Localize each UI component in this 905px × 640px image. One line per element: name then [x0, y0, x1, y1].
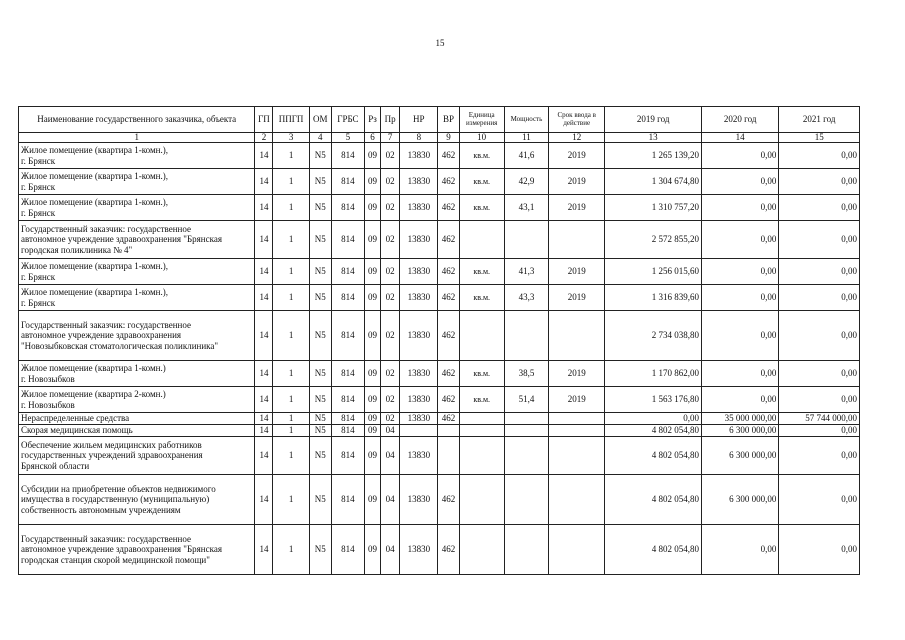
cell-y2020: 35 000 000,00 [701, 413, 778, 425]
cell-om: N5 [309, 221, 331, 259]
column-number: 10 [459, 133, 504, 143]
header-gp: ГП [255, 107, 273, 133]
cell-unit: кв.м. [459, 387, 504, 413]
cell-unit [459, 475, 504, 525]
cell-grbs: 814 [331, 221, 364, 259]
cell-gp: 14 [255, 475, 273, 525]
cell-vr: 462 [438, 285, 459, 311]
cell-om: N5 [309, 361, 331, 387]
cell-name: Субсидии на приобретение объектов недвижимого имущества в государственную (муниципальную) собственность автономным учреждениям [19, 475, 255, 525]
cell-y2021: 0,00 [779, 525, 860, 575]
table-row [19, 387, 860, 413]
cell-name: Жилое помещение (квартира 1-комн.), г. Брянск [19, 285, 255, 311]
cell-om: N5 [309, 413, 331, 425]
cell-pr: 02 [381, 413, 400, 425]
cell-term: 2019 [549, 169, 605, 195]
cell-y2019: 0,00 [605, 413, 702, 425]
cell-y2019: 4 802 054,80 [605, 475, 702, 525]
cell-pr: 02 [381, 285, 400, 311]
cell-term [549, 221, 605, 259]
cell-name: Нераспределенные средства [19, 413, 255, 425]
cell-ppgp: 1 [273, 311, 309, 361]
cell-vr [438, 425, 459, 437]
cell-nr: 13830 [400, 413, 438, 425]
cell-y2020: 0,00 [701, 195, 778, 221]
cell-gp: 14 [255, 311, 273, 361]
cell-y2021: 0,00 [779, 475, 860, 525]
cell-grbs: 814 [331, 387, 364, 413]
header-power: Мощность [504, 107, 548, 133]
cell-nr: 13830 [400, 525, 438, 575]
cell-vr: 462 [438, 143, 459, 169]
cell-vr: 462 [438, 311, 459, 361]
cell-vr: 462 [438, 387, 459, 413]
cell-y2020: 0,00 [701, 311, 778, 361]
cell-pr: 04 [381, 525, 400, 575]
cell-om: N5 [309, 143, 331, 169]
cell-y2021: 0,00 [779, 311, 860, 361]
cell-ppgp: 1 [273, 425, 309, 437]
cell-unit: кв.м. [459, 143, 504, 169]
cell-y2020: 0,00 [701, 285, 778, 311]
cell-gp: 14 [255, 169, 273, 195]
cell-unit [459, 221, 504, 259]
header-om: ОМ [309, 107, 331, 133]
column-number: 9 [438, 133, 459, 143]
table-row [19, 285, 860, 311]
cell-nr [400, 425, 438, 437]
cell-nr: 13830 [400, 259, 438, 285]
cell-rz: 09 [365, 221, 381, 259]
table-row [19, 437, 860, 475]
cell-gp: 14 [255, 259, 273, 285]
cell-name: Жилое помещение (квартира 1-комн.), г. Брянск [19, 143, 255, 169]
cell-pr: 02 [381, 143, 400, 169]
column-number: 6 [365, 133, 381, 143]
cell-term [549, 425, 605, 437]
cell-y2019: 4 802 054,80 [605, 525, 702, 575]
cell-gp: 14 [255, 387, 273, 413]
header-vr: ВР [438, 107, 459, 133]
column-number: 12 [549, 133, 605, 143]
cell-rz: 09 [365, 475, 381, 525]
cell-grbs: 814 [331, 259, 364, 285]
cell-rz: 09 [365, 259, 381, 285]
cell-y2020: 0,00 [701, 525, 778, 575]
cell-term [549, 475, 605, 525]
cell-rz: 09 [365, 285, 381, 311]
cell-name: Государственный заказчик: государственное автономное учреждение здравоохранения "Брянская городская поликлиника № 4" [19, 221, 255, 259]
cell-rz: 09 [365, 425, 381, 437]
cell-rz: 09 [365, 195, 381, 221]
cell-om: N5 [309, 425, 331, 437]
cell-vr: 462 [438, 525, 459, 575]
cell-pr: 04 [381, 475, 400, 525]
cell-grbs: 814 [331, 311, 364, 361]
cell-name: Жилое помещение (квартира 1-комн.) г. Новозыбков [19, 361, 255, 387]
cell-y2019: 1 256 015,60 [605, 259, 702, 285]
cell-rz: 09 [365, 413, 381, 425]
cell-vr: 462 [438, 221, 459, 259]
table-row [19, 195, 860, 221]
cell-power: 41,3 [504, 259, 548, 285]
cell-power: 51,4 [504, 387, 548, 413]
cell-ppgp: 1 [273, 437, 309, 475]
cell-power [504, 437, 548, 475]
cell-y2021: 0,00 [779, 425, 860, 437]
table-row [19, 169, 860, 195]
column-number: 14 [701, 133, 778, 143]
cell-y2020: 0,00 [701, 169, 778, 195]
cell-unit [459, 437, 504, 475]
cell-name: Жилое помещение (квартира 1-комн.), г. Брянск [19, 169, 255, 195]
cell-y2020: 0,00 [701, 259, 778, 285]
cell-rz: 09 [365, 143, 381, 169]
header-unit: Единица измерения [459, 107, 504, 133]
cell-y2019: 1 563 176,80 [605, 387, 702, 413]
cell-unit [459, 425, 504, 437]
cell-vr: 462 [438, 413, 459, 425]
cell-nr: 13830 [400, 169, 438, 195]
column-number: 15 [779, 133, 860, 143]
cell-om: N5 [309, 475, 331, 525]
cell-om: N5 [309, 285, 331, 311]
cell-grbs: 814 [331, 143, 364, 169]
cell-unit: кв.м. [459, 195, 504, 221]
cell-y2019: 4 802 054,80 [605, 437, 702, 475]
cell-gp: 14 [255, 413, 273, 425]
column-number: 2 [255, 133, 273, 143]
cell-nr: 13830 [400, 221, 438, 259]
cell-power [504, 311, 548, 361]
cell-y2019: 1 316 839,60 [605, 285, 702, 311]
cell-term: 2019 [549, 143, 605, 169]
cell-nr: 13830 [400, 195, 438, 221]
cell-y2021: 0,00 [779, 259, 860, 285]
cell-vr: 462 [438, 475, 459, 525]
cell-pr: 02 [381, 311, 400, 361]
cell-y2021: 0,00 [779, 143, 860, 169]
cell-nr: 13830 [400, 285, 438, 311]
cell-rz: 09 [365, 169, 381, 195]
cell-om: N5 [309, 169, 331, 195]
cell-term [549, 525, 605, 575]
cell-power: 41,6 [504, 143, 548, 169]
cell-power [504, 475, 548, 525]
cell-y2021: 0,00 [779, 221, 860, 259]
cell-y2019: 4 802 054,80 [605, 425, 702, 437]
page-number: 15 [435, 38, 445, 48]
cell-om: N5 [309, 311, 331, 361]
cell-unit [459, 525, 504, 575]
cell-ppgp: 1 [273, 143, 309, 169]
cell-pr: 02 [381, 259, 400, 285]
cell-name: Обеспечение жильем медицинских работников государственных учреждений здравоохранения Брянской области [19, 437, 255, 475]
cell-y2021: 0,00 [779, 285, 860, 311]
cell-ppgp: 1 [273, 361, 309, 387]
cell-rz: 09 [365, 361, 381, 387]
cell-grbs: 814 [331, 425, 364, 437]
cell-vr: 462 [438, 361, 459, 387]
table-row [19, 413, 860, 425]
cell-ppgp: 1 [273, 259, 309, 285]
cell-y2020: 0,00 [701, 361, 778, 387]
cell-name: Жилое помещение (квартира 1-комн.), г. Брянск [19, 195, 255, 221]
cell-nr: 13830 [400, 143, 438, 169]
cell-nr: 13830 [400, 311, 438, 361]
header-nr: НР [400, 107, 438, 133]
column-number: 11 [504, 133, 548, 143]
cell-unit: кв.м. [459, 169, 504, 195]
header-ppgp: ППГП [273, 107, 309, 133]
cell-rz: 09 [365, 311, 381, 361]
cell-term: 2019 [549, 387, 605, 413]
header-rz: Рз [365, 107, 381, 133]
cell-term: 2019 [549, 361, 605, 387]
cell-om: N5 [309, 437, 331, 475]
header-2020: 2020 год [701, 107, 778, 133]
table-row [19, 525, 860, 575]
column-number: 5 [331, 133, 364, 143]
header-pr: Пр [381, 107, 400, 133]
cell-grbs: 814 [331, 413, 364, 425]
table-row [19, 475, 860, 525]
cell-power: 43,1 [504, 195, 548, 221]
cell-name: Жилое помещение (квартира 1-комн.), г. Брянск [19, 259, 255, 285]
cell-gp: 14 [255, 221, 273, 259]
cell-gp: 14 [255, 361, 273, 387]
cell-power: 38,5 [504, 361, 548, 387]
cell-nr: 13830 [400, 387, 438, 413]
table-row [19, 221, 860, 259]
column-number: 7 [381, 133, 400, 143]
cell-rz: 09 [365, 387, 381, 413]
cell-power: 43,3 [504, 285, 548, 311]
table-row [19, 311, 860, 361]
table-row [19, 425, 860, 437]
cell-y2020: 0,00 [701, 387, 778, 413]
cell-om: N5 [309, 195, 331, 221]
cell-vr: 462 [438, 169, 459, 195]
cell-pr: 04 [381, 437, 400, 475]
column-number-row [19, 133, 860, 143]
cell-ppgp: 1 [273, 475, 309, 525]
table-row [19, 259, 860, 285]
cell-ppgp: 1 [273, 221, 309, 259]
cell-nr: 13830 [400, 361, 438, 387]
cell-power [504, 413, 548, 425]
cell-term [549, 311, 605, 361]
cell-unit: кв.м. [459, 285, 504, 311]
cell-grbs: 814 [331, 475, 364, 525]
cell-name: Жилое помещение (квартира 2-комн.) г. Новозыбков [19, 387, 255, 413]
cell-y2021: 0,00 [779, 437, 860, 475]
cell-pr: 04 [381, 425, 400, 437]
header-term: Срок ввода в действие [549, 107, 605, 133]
cell-ppgp: 1 [273, 195, 309, 221]
cell-gp: 14 [255, 525, 273, 575]
cell-y2020: 6 300 000,00 [701, 425, 778, 437]
cell-om: N5 [309, 259, 331, 285]
cell-y2020: 0,00 [701, 221, 778, 259]
cell-vr: 462 [438, 259, 459, 285]
cell-nr: 13830 [400, 475, 438, 525]
cell-ppgp: 1 [273, 525, 309, 575]
table-body [19, 143, 860, 575]
cell-grbs: 814 [331, 169, 364, 195]
cell-unit [459, 311, 504, 361]
cell-y2021: 57 744 000,00 [779, 413, 860, 425]
cell-term: 2019 [549, 195, 605, 221]
header-2021: 2021 год [779, 107, 860, 133]
header-grbs: ГРБС [331, 107, 364, 133]
cell-term: 2019 [549, 259, 605, 285]
header-2019: 2019 год [605, 107, 702, 133]
column-number: 8 [400, 133, 438, 143]
cell-gp: 14 [255, 143, 273, 169]
cell-y2019: 1 304 674,80 [605, 169, 702, 195]
cell-vr [438, 437, 459, 475]
header-row [19, 107, 860, 133]
header-name: Наименование государственного заказчика, объекта [19, 107, 255, 133]
cell-gp: 14 [255, 437, 273, 475]
cell-y2019: 1 170 862,00 [605, 361, 702, 387]
budget-table [18, 106, 860, 575]
cell-y2019: 2 734 038,80 [605, 311, 702, 361]
cell-gp: 14 [255, 195, 273, 221]
cell-y2019: 1 310 757,20 [605, 195, 702, 221]
cell-power [504, 221, 548, 259]
cell-gp: 14 [255, 285, 273, 311]
column-number: 4 [309, 133, 331, 143]
cell-om: N5 [309, 525, 331, 575]
cell-pr: 02 [381, 387, 400, 413]
table-row [19, 143, 860, 169]
cell-term: 2019 [549, 285, 605, 311]
cell-ppgp: 1 [273, 169, 309, 195]
cell-unit: кв.м. [459, 259, 504, 285]
cell-power [504, 525, 548, 575]
cell-y2020: 6 300 000,00 [701, 437, 778, 475]
column-number: 13 [605, 133, 702, 143]
cell-y2019: 2 572 855,20 [605, 221, 702, 259]
cell-ppgp: 1 [273, 413, 309, 425]
cell-power: 42,9 [504, 169, 548, 195]
cell-rz: 09 [365, 525, 381, 575]
cell-nr: 13830 [400, 437, 438, 475]
cell-name: Государственный заказчик: государственное автономное учреждение здравоохранения "Брянская городская станция скорой медицинской помощи" [19, 525, 255, 575]
cell-om: N5 [309, 387, 331, 413]
cell-pr: 02 [381, 169, 400, 195]
cell-name: Скорая медицинская помощь [19, 425, 255, 437]
cell-grbs: 814 [331, 285, 364, 311]
cell-pr: 02 [381, 221, 400, 259]
cell-y2021: 0,00 [779, 169, 860, 195]
cell-grbs: 814 [331, 525, 364, 575]
column-number: 1 [19, 133, 255, 143]
cell-name: Государственный заказчик: государственное автономное учреждение здравоохранения "Новозыбковская стоматологическая поликлиника" [19, 311, 255, 361]
cell-ppgp: 1 [273, 285, 309, 311]
cell-unit: кв.м. [459, 361, 504, 387]
cell-vr: 462 [438, 195, 459, 221]
cell-y2021: 0,00 [779, 195, 860, 221]
cell-gp: 14 [255, 425, 273, 437]
column-number: 3 [273, 133, 309, 143]
cell-grbs: 814 [331, 437, 364, 475]
cell-unit [459, 413, 504, 425]
cell-y2021: 0,00 [779, 361, 860, 387]
table-row [19, 361, 860, 387]
cell-y2021: 0,00 [779, 387, 860, 413]
cell-y2019: 1 265 139,20 [605, 143, 702, 169]
cell-power [504, 425, 548, 437]
cell-term [549, 437, 605, 475]
cell-rz: 09 [365, 437, 381, 475]
cell-y2020: 0,00 [701, 143, 778, 169]
cell-pr: 02 [381, 361, 400, 387]
cell-grbs: 814 [331, 195, 364, 221]
cell-term [549, 413, 605, 425]
cell-y2020: 6 300 000,00 [701, 475, 778, 525]
cell-pr: 02 [381, 195, 400, 221]
cell-ppgp: 1 [273, 387, 309, 413]
cell-grbs: 814 [331, 361, 364, 387]
